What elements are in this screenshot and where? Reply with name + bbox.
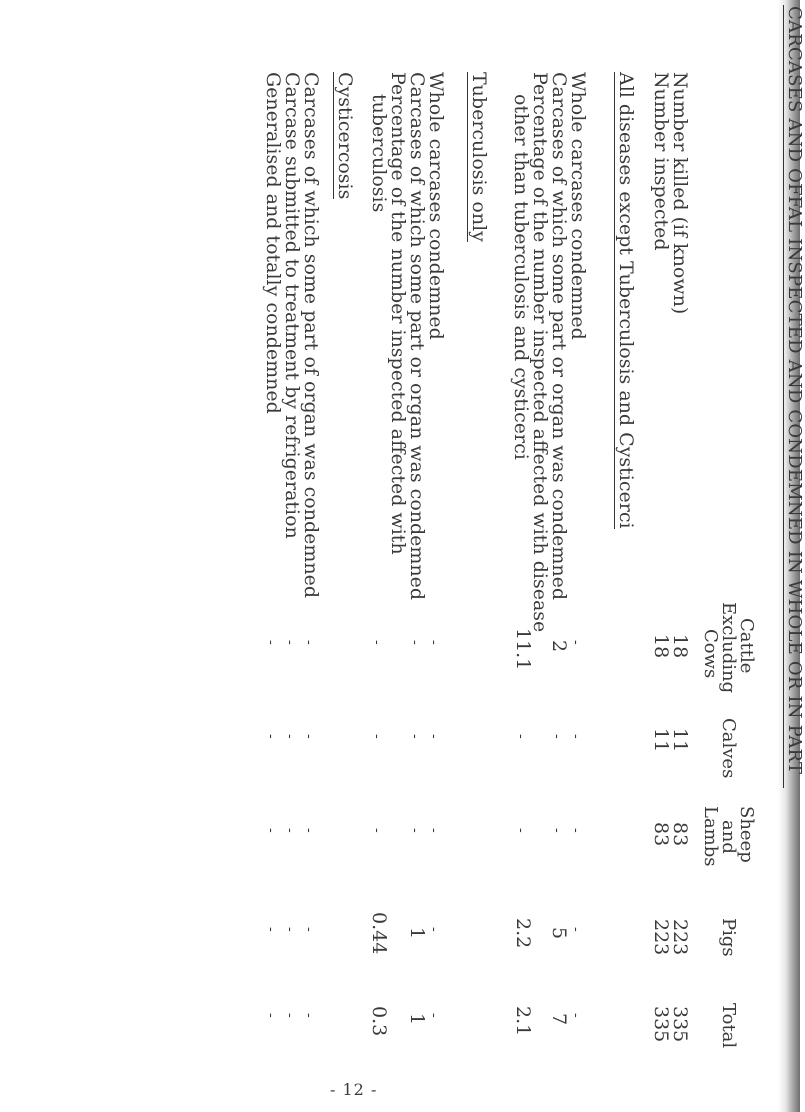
title-underline: [783, 5, 784, 788]
cell-part-all-calves: -: [549, 734, 565, 739]
cell-whole-tb-calves: -: [426, 734, 442, 739]
header-sheep-3: Lambs: [700, 806, 721, 867]
cell-killed-cattle: 18: [669, 634, 691, 659]
cell-whole-all-total: -: [568, 1013, 584, 1018]
header-total: Total: [718, 1003, 739, 1049]
section-all-diseases: All diseases except Tuberculosis and Cysticerci: [615, 72, 637, 529]
cell-refrig-cy-sheep: -: [282, 828, 298, 833]
cell-pct-all-total: 2.1: [512, 1006, 534, 1037]
cell-general-cy-total: -: [263, 1013, 279, 1018]
page-title: CARCASES AND OFFAL INSPECTED AND CONDEMNED IN WHOLE OR IN PART: [784, 6, 805, 775]
cell-part-tb-cattle: -: [407, 640, 423, 645]
cell-general-cy-pigs: -: [263, 927, 279, 932]
row-label-part-tb: Carcases of which some part or organ was condemned: [406, 72, 428, 601]
header-cattle-3: Cows: [700, 629, 721, 679]
cell-general-cy-cattle: -: [263, 640, 279, 645]
cell-part-cy-total: -: [301, 1013, 317, 1018]
row-label-killed: Number killed (if known): [669, 72, 691, 315]
cell-part-tb-total: 1: [406, 1013, 428, 1026]
cell-part-all-cattle: 2: [548, 640, 570, 653]
page-number: - 12 -: [330, 1080, 378, 1099]
cell-general-cy-calves: -: [263, 734, 279, 739]
cell-general-cy-sheep: -: [263, 828, 279, 833]
cell-pct-all-sheep: -: [513, 828, 529, 833]
row-label-inspected: Number inspected: [650, 72, 672, 251]
cell-refrig-cy-cattle: -: [282, 640, 298, 645]
cell-part-tb-sheep: -: [407, 828, 423, 833]
header-pigs: Pigs: [718, 918, 739, 957]
cell-refrig-cy-calves: -: [282, 734, 298, 739]
header-calves: Calves: [718, 718, 739, 779]
cell-whole-tb-pigs: -: [426, 927, 442, 932]
row-label-pct-tb-1: Percentage of the number inspected affected with: [387, 72, 409, 555]
cell-inspected-cattle: 18: [650, 634, 672, 659]
cell-refrig-cy-pigs: -: [282, 927, 298, 932]
header-sheep-1: Sheep: [736, 806, 757, 863]
cell-pct-all-calves: -: [513, 734, 529, 739]
cell-killed-sheep: 83: [669, 822, 691, 847]
cell-part-cy-sheep: -: [301, 828, 317, 833]
cell-inspected-sheep: 83: [650, 822, 672, 847]
cell-pct-all-pigs: 2.2: [512, 918, 534, 949]
cell-whole-tb-cattle: -: [426, 640, 442, 645]
cell-part-all-pigs: 5: [548, 927, 570, 940]
header-cattle-1: Cattle: [736, 618, 757, 674]
cell-part-tb-pigs: 1: [406, 927, 428, 940]
cell-part-cy-pigs: -: [301, 927, 317, 932]
cell-whole-all-calves: -: [568, 734, 584, 739]
row-label-part-cy: Carcases of which some part of organ was condemned: [300, 72, 322, 599]
cell-whole-tb-sheep: -: [426, 828, 442, 833]
cell-whole-all-cattle: -: [568, 640, 584, 645]
cell-pct-tb-total: 0.3: [368, 1006, 390, 1037]
row-label-general-cy: Generalised and totally condemned: [262, 72, 284, 414]
cell-whole-all-sheep: -: [568, 828, 584, 833]
cell-part-all-sheep: -: [549, 828, 565, 833]
section-cysticercosis: Cysticercosis: [334, 72, 356, 200]
row-label-pct-all-2: other than tuberculosis and cysticerci: [510, 94, 532, 460]
cell-pct-tb-cattle: -: [369, 640, 385, 645]
cell-inspected-calves: 11: [650, 728, 672, 753]
row-label-pct-tb-2: tuberculosis: [368, 94, 390, 213]
cell-part-tb-calves: -: [407, 734, 423, 739]
cell-inspected-total: 335: [650, 1006, 672, 1043]
cell-part-cy-cattle: -: [301, 640, 317, 645]
cell-pct-tb-sheep: -: [369, 828, 385, 833]
section-tuberculosis: Tuberculosis only: [468, 72, 490, 242]
cell-killed-calves: 11: [669, 728, 691, 753]
row-label-part-all: Carcases of which some part or organ was condemned: [548, 72, 570, 601]
cell-part-all-total: 7: [548, 1013, 570, 1026]
cell-inspected-pigs: 223: [650, 919, 672, 956]
cell-part-cy-calves: -: [301, 734, 317, 739]
cell-pct-all-cattle: 11.1: [512, 628, 534, 671]
header-sheep-2: and: [718, 820, 739, 854]
row-label-whole-tb: Whole carcases condemned: [425, 72, 447, 340]
header-cattle-2: Excluding: [718, 602, 739, 694]
cell-killed-total: 335: [669, 1006, 691, 1043]
row-label-refrig-cy: Carcase submitted to treatment by refrigeration: [281, 72, 303, 539]
cell-killed-pigs: 223: [669, 919, 691, 956]
cell-whole-tb-total: -: [426, 1013, 442, 1018]
row-label-pct-all-1: Percentage of the number inspected affected with disease: [529, 72, 551, 633]
cell-refrig-cy-total: -: [282, 1013, 298, 1018]
row-label-whole-all: Whole carcases condemned: [567, 72, 589, 340]
cell-whole-all-pigs: -: [568, 927, 584, 932]
cell-pct-tb-pigs: 0.44: [368, 912, 390, 955]
cell-pct-tb-calves: -: [369, 734, 385, 739]
